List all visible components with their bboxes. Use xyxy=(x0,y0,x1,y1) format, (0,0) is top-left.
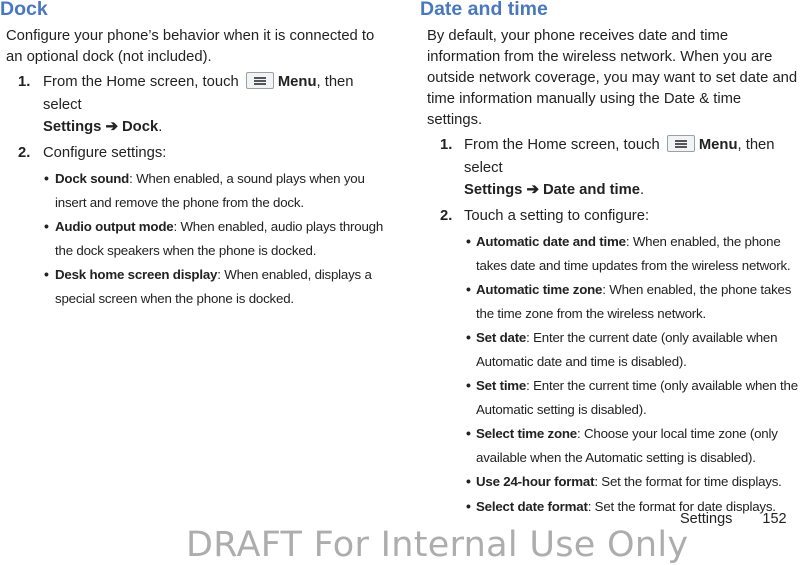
setting-term: Dock sound xyxy=(55,171,130,186)
setting-term: Select date format xyxy=(476,498,588,514)
footer-section: Settings xyxy=(680,511,733,527)
page-footer xyxy=(680,510,787,528)
menu-label: Menu xyxy=(277,74,317,90)
list-item xyxy=(420,470,800,494)
list-item xyxy=(420,230,800,277)
setting-desc: : When enabled, audio plays through the dock speakers when the phone is docked. xyxy=(55,219,384,258)
settings-path: Settings ➔ Date and time xyxy=(464,182,641,198)
list-item xyxy=(420,278,800,325)
setting-term: Set time xyxy=(476,378,527,393)
dock-step-1 xyxy=(0,71,390,139)
datetime-heading: Date and time xyxy=(420,0,548,20)
setting-term: Audio output mode xyxy=(55,219,174,234)
bullet-dot: • xyxy=(44,218,49,234)
dock-heading: Dock xyxy=(0,0,48,20)
datetime-settings-list xyxy=(420,230,800,518)
list-item xyxy=(0,263,390,310)
step-number: 1. xyxy=(440,137,453,153)
step-number: 2. xyxy=(18,144,31,161)
bullet-dot: • xyxy=(466,497,471,514)
step-text: From the Home screen, touch xyxy=(43,74,239,90)
setting-desc: : Choose your local time zone (only available when the Automatic setting is disabled). xyxy=(476,426,778,465)
setting-desc: : When enabled, displays a special screen when the phone is docked. xyxy=(55,267,372,306)
list-item xyxy=(420,374,800,421)
step-text: From the Home screen, touch xyxy=(464,137,660,153)
settings-path: Settings ➔ Dock xyxy=(43,119,159,135)
step-text: Touch a setting to configure: xyxy=(464,207,650,224)
datetime-intro: By default, your phone receives date and time information from the wireless network. When you are outside network coverage, you may want to set date and time information manually using the Date & time settings. xyxy=(427,28,798,128)
step-text: , then select xyxy=(43,74,354,113)
list-item xyxy=(420,422,800,469)
setting-desc: : Enter the current date (only available when Automatic date and time is disabled). xyxy=(476,330,778,369)
list-item xyxy=(0,215,390,262)
setting-term: Set date xyxy=(476,330,527,345)
bullet-dot: • xyxy=(466,473,471,489)
setting-term: Desk home screen display xyxy=(55,267,218,282)
setting-desc: : Set the format for time displays. xyxy=(594,474,782,489)
menu-icon xyxy=(246,72,274,89)
bullet-dot: • xyxy=(44,170,49,186)
list-item xyxy=(420,326,800,373)
step-text: . xyxy=(158,119,163,135)
setting-desc: : When enabled, the phone takes the time zone from the wireless network. xyxy=(476,282,792,321)
bullet-dot: • xyxy=(466,233,471,249)
dock-section xyxy=(0,0,390,311)
setting-term: Select time zone xyxy=(476,426,577,441)
datetime-step-2 xyxy=(420,205,800,228)
draft-watermark: DRAFT For Internal Use Only xyxy=(186,525,689,565)
step-number: 1. xyxy=(18,74,31,90)
step-number: 2. xyxy=(440,207,453,224)
step-text: , then select xyxy=(464,137,775,176)
bullet-dot: • xyxy=(466,329,471,345)
setting-desc: : When enabled, the phone takes date and time updates from the wireless network. xyxy=(476,234,791,273)
step-text: . xyxy=(640,182,645,198)
setting-term: Use 24-hour format xyxy=(476,474,595,489)
page-number: 152 xyxy=(762,511,787,527)
list-item xyxy=(0,167,390,214)
setting-desc: : When enabled, a sound plays when you insert and remove the phone from the dock. xyxy=(55,171,365,210)
bullet-dot: • xyxy=(466,281,471,297)
menu-label: Menu xyxy=(698,137,738,153)
setting-term: Automatic time zone xyxy=(476,282,603,297)
bullet-dot: • xyxy=(466,377,471,393)
dock-settings-list xyxy=(0,167,390,310)
bullet-dot: • xyxy=(44,266,49,282)
menu-icon xyxy=(667,135,695,152)
setting-term: Automatic date and time xyxy=(476,234,626,249)
bullet-dot: • xyxy=(466,425,471,441)
step-text: Configure settings: xyxy=(43,144,167,161)
datetime-step-1 xyxy=(420,134,800,202)
setting-desc: : Enter the current time (only available when the Automatic setting is disabled). xyxy=(476,378,798,417)
dock-intro: Configure your phone’s behavior when it is connected to an optional dock (not included). xyxy=(6,28,375,65)
setting-desc: : Set the format for date displays. xyxy=(587,498,776,514)
dock-step-2 xyxy=(0,142,390,165)
datetime-section xyxy=(420,0,800,519)
